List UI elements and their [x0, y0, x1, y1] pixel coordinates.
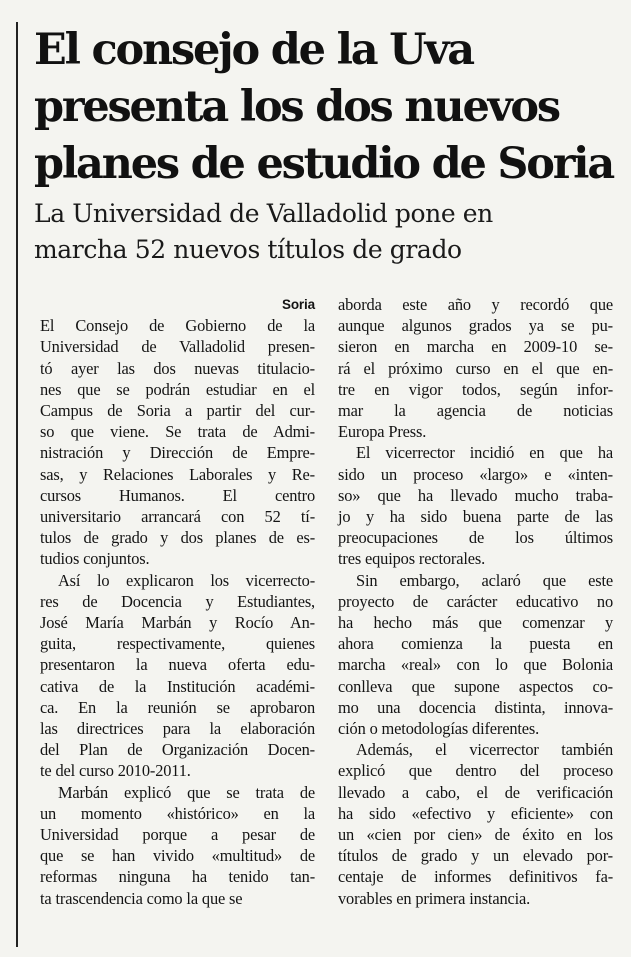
- text-line: guita, respectivamente, quienes: [40, 634, 315, 654]
- text-line: Marbán explicó que se trata de: [58, 782, 315, 802]
- text-line: preocupaciones de los últimos: [338, 528, 613, 548]
- text-line: centaje de informes definitivos fa-: [338, 867, 613, 887]
- column-rule: [16, 22, 18, 947]
- text-line: ahora comienza la puesta en: [338, 634, 613, 654]
- article-paragraph: [338, 294, 613, 442]
- text-line: tudios conjuntos.: [40, 549, 150, 569]
- headline-line: planes de estudio de Soria: [34, 139, 613, 189]
- text-line: José María Marbán y Rocío An-: [40, 613, 315, 633]
- text-line: El vicerrector incidió en que ha: [356, 443, 613, 463]
- text-line: aunque algunos grados ya se pu-: [338, 316, 613, 336]
- text-line: ha sido «efectivo y eficiente» con: [338, 803, 613, 823]
- text-line: Además, el vicerrector también: [356, 740, 613, 760]
- right-column: [338, 294, 613, 909]
- article-paragraph: [40, 782, 315, 909]
- text-line: tres equipos rectorales.: [338, 549, 486, 569]
- headline: [34, 22, 624, 193]
- text-line: un «cien por cien» de éxito en los: [338, 825, 613, 845]
- subheadline-line: La Universidad de Valladolid pone en: [34, 199, 493, 228]
- text-line: mar la agencia de noticias: [338, 401, 613, 421]
- text-line: rá el próximo curso en el que en-: [338, 358, 613, 378]
- text-line: del Plan de Organización Docen-: [40, 740, 315, 760]
- article-paragraph: [338, 570, 613, 740]
- article-paragraph: [338, 442, 613, 569]
- article-paragraph: [40, 315, 315, 569]
- text-line: cativa de la Institución académi-: [40, 676, 315, 696]
- headline-line: presenta los dos nuevos: [34, 82, 559, 132]
- text-line: tulos de grado y dos planes de es-: [40, 528, 315, 548]
- text-line: res de Docencia y Estudiantes,: [40, 591, 315, 611]
- text-line: Universidad porque a pesar de: [40, 825, 315, 845]
- text-line: marcha «real» con lo que Bolonia: [338, 655, 613, 675]
- text-line: te del curso 2010-2011.: [40, 761, 191, 781]
- text-line: reformas ninguna ha tenido tan-: [40, 867, 315, 887]
- text-line: nes que se podrán estudiar en el: [40, 379, 315, 399]
- text-line: nistración y Dirección de Empre-: [40, 443, 315, 463]
- text-line: sas, y Relaciones Laborales y Re-: [40, 464, 315, 484]
- text-line: Campus de Soria a partir del cur-: [40, 401, 315, 421]
- text-line: so» que ha llevado mucho traba-: [338, 485, 613, 505]
- subheadline-line: marcha 52 nuevos títulos de grado: [34, 235, 462, 264]
- text-line: jo y ha sido buena parte de las: [338, 507, 613, 527]
- text-line: explicó que dentro del proceso: [338, 761, 613, 781]
- text-line: ción o metodologías diferentes.: [338, 719, 540, 739]
- text-line: ta trascendencia como la que se: [40, 888, 243, 908]
- text-line: proyecto de carácter educativo no: [338, 591, 613, 611]
- dateline: Soria: [281, 297, 315, 312]
- text-line: El Consejo de Gobierno de la: [40, 316, 315, 336]
- headline-line: El consejo de la Uva: [34, 25, 473, 75]
- article-paragraph: [338, 739, 613, 909]
- text-line: tre en vigor todos, según infor-: [338, 379, 613, 399]
- text-line: presentaron la nueva oferta edu-: [40, 655, 315, 675]
- text-line: universitario arrancará con 52 tí-: [40, 507, 315, 527]
- text-line: ha hecho más que comenzar y: [338, 613, 613, 633]
- left-column: [40, 294, 315, 909]
- subheadline: [34, 196, 626, 268]
- text-line: tó ayer las dos nuevas titulacio-: [40, 358, 315, 378]
- text-line: Así lo explicaron los vicerrecto-: [58, 570, 315, 590]
- text-line: mo una docencia distinta, innova-: [338, 697, 613, 717]
- text-line: Europa Press.: [338, 422, 427, 442]
- text-line: que se han vivido «multitud» de: [40, 846, 315, 866]
- text-line: Sin embargo, aclaró que este: [356, 570, 613, 590]
- text-line: un momento «histórico» en la: [40, 803, 315, 823]
- article-paragraph: [40, 570, 315, 782]
- text-line: vorables en primera instancia.: [338, 888, 531, 908]
- text-line: so que viene. Se trata de Admi-: [40, 422, 315, 442]
- text-line: llevado a cabo, el de verificación: [338, 782, 613, 802]
- text-line: sido un proceso «largo» e «inten-: [338, 464, 613, 484]
- text-line: sieron en marcha en 2009-10 se-: [338, 337, 613, 357]
- text-line: conlleva que supone aspectos co-: [338, 676, 613, 696]
- text-line: títulos de grado y un elevado por-: [338, 846, 613, 866]
- text-line: cursos Humanos. El centro: [40, 485, 315, 505]
- text-line: las directrices para la elaboración: [40, 719, 315, 739]
- text-line: ca. En la reunión se aprobaron: [40, 697, 315, 717]
- text-line: aborda este año y recordó que: [338, 295, 613, 314]
- text-line: Universidad de Valladolid presen-: [40, 337, 315, 357]
